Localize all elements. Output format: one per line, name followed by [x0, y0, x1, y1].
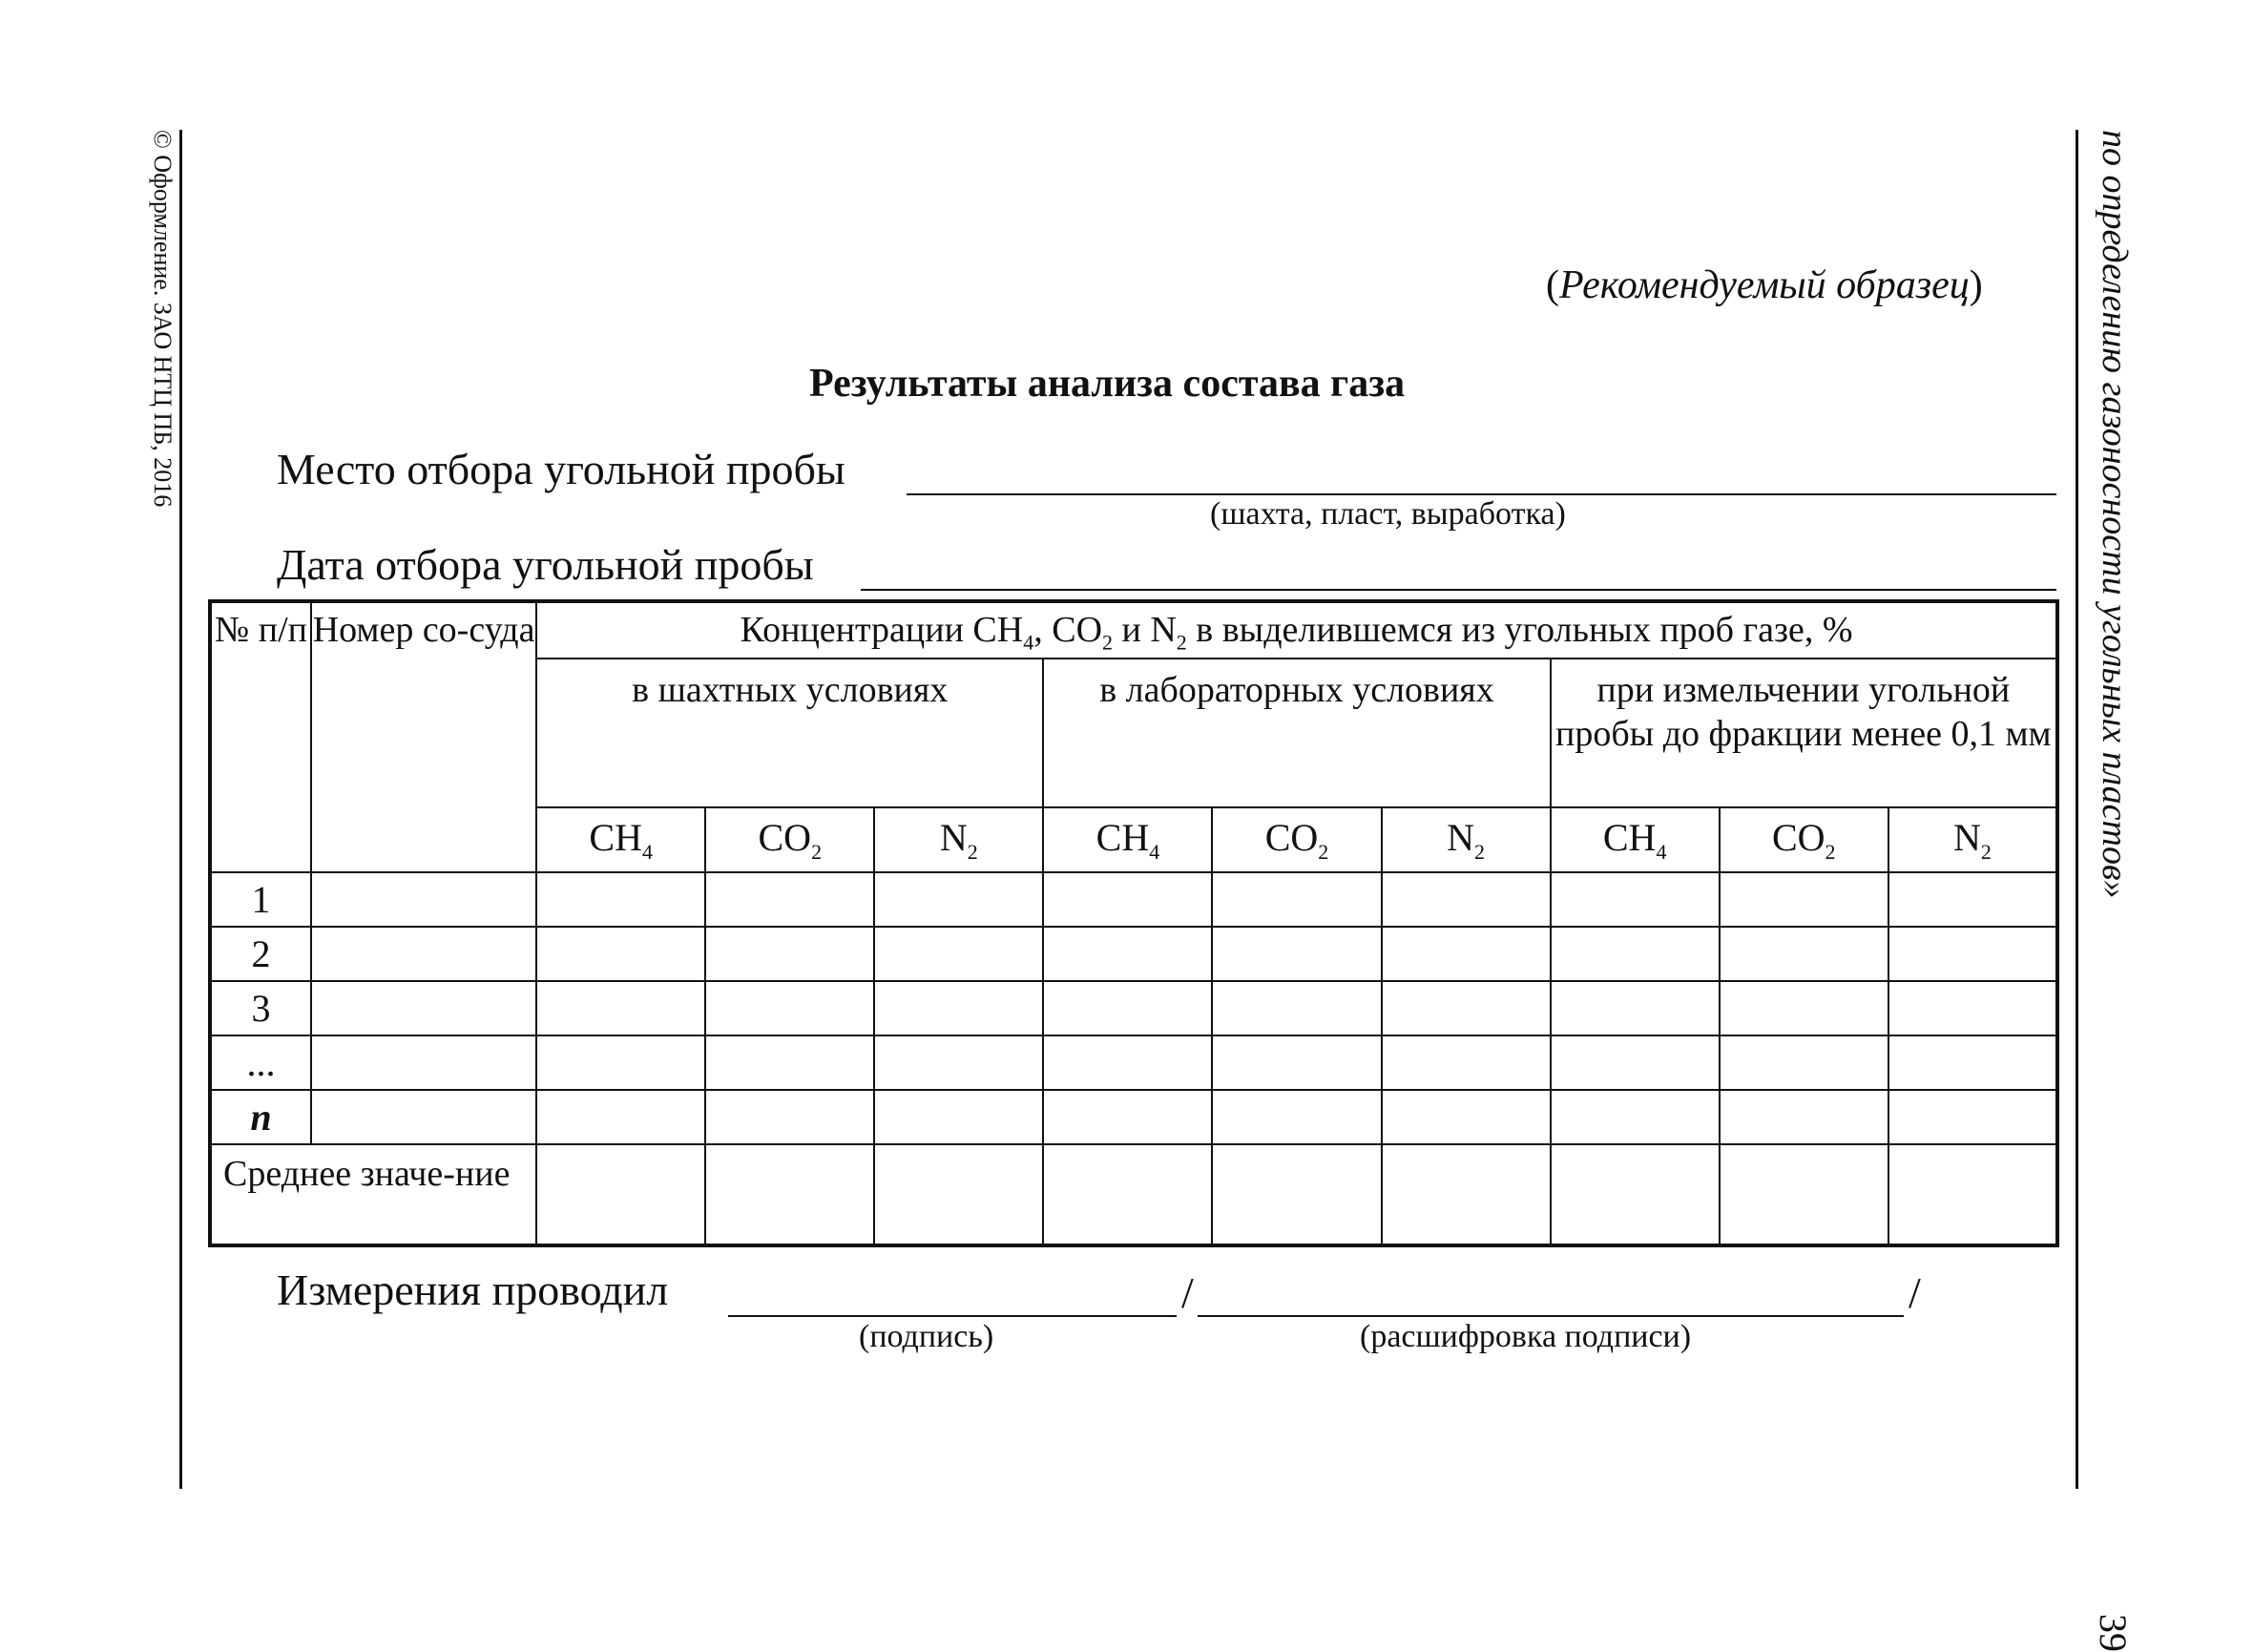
table-cell[interactable] [874, 1090, 1043, 1144]
table-cell[interactable] [1888, 1144, 2057, 1245]
group-lab-conditions: в лабораторных условиях [1043, 659, 1550, 807]
table-cell[interactable] [1212, 981, 1381, 1035]
left-margin-rule [179, 130, 182, 1489]
gas-header: $CO_2$ [705, 807, 874, 872]
table-cell[interactable] [1212, 872, 1381, 927]
table-cell[interactable] [1720, 872, 1888, 927]
table-cell[interactable] [536, 872, 705, 927]
table-cell[interactable] [311, 1090, 536, 1144]
signature-decoding-field[interactable] [1198, 1315, 1904, 1317]
left-sidebar [138, 130, 177, 588]
table-cell[interactable] [874, 1144, 1043, 1245]
table-cell[interactable] [1720, 1035, 1888, 1090]
table-row [210, 1090, 2057, 1144]
table-cell[interactable] [1043, 1035, 1212, 1090]
table-row [210, 872, 2057, 927]
table-cell[interactable] [1551, 1035, 1720, 1090]
table-cell[interactable] [311, 1035, 536, 1090]
table-cell[interactable] [536, 927, 705, 981]
row-number: ... [210, 1035, 311, 1090]
table-cell[interactable] [874, 872, 1043, 927]
table-cell[interactable] [874, 1035, 1043, 1090]
table-cell[interactable] [1382, 872, 1551, 927]
table-cell[interactable] [1382, 927, 1551, 981]
table-cell[interactable] [1212, 1090, 1381, 1144]
table-cell[interactable] [1043, 1090, 1212, 1144]
sample-place-label: Место отбора угольной пробы [277, 445, 845, 493]
gas-header: $CH_4$ [536, 807, 705, 872]
row-number: 2 [210, 927, 311, 981]
table-cell[interactable] [536, 1144, 705, 1245]
gas-header: $N_2$ [874, 807, 1043, 872]
table-cell[interactable] [1043, 1144, 1212, 1245]
row-number: 3 [210, 981, 311, 1035]
table-cell[interactable] [1888, 1090, 2057, 1144]
slash-separator: / [1181, 1268, 1194, 1317]
right-sidebar [2080, 130, 2138, 1652]
col-header-vessel: Номер со-суда [311, 601, 536, 872]
sample-place-field[interactable] [907, 493, 2056, 495]
group-crushing-conditions: при измельчении угольной пробы до фракции менее 0,1 мм [1551, 659, 2057, 807]
table-cell[interactable] [705, 981, 874, 1035]
table-cell[interactable] [1043, 981, 1212, 1035]
table-cell[interactable] [705, 927, 874, 981]
table-cell[interactable] [1888, 1035, 2057, 1090]
table-cell[interactable] [874, 927, 1043, 981]
signature-hint: (подпись) [859, 1319, 994, 1354]
row-number: n [210, 1090, 311, 1144]
table-cell[interactable] [705, 1090, 874, 1144]
sample-date-field[interactable] [861, 589, 2056, 591]
table-cell[interactable] [1551, 1090, 1720, 1144]
table-cell[interactable] [1212, 1035, 1381, 1090]
gas-header: $CO_2$ [1720, 807, 1888, 872]
table-cell[interactable] [1551, 1144, 1720, 1245]
table-cell[interactable] [1043, 927, 1212, 981]
table-cell[interactable] [536, 981, 705, 1035]
signature-field[interactable] [728, 1315, 1177, 1317]
gas-header: $CH_4$ [1043, 807, 1212, 872]
table-cell[interactable] [1720, 1090, 1888, 1144]
row-number: 1 [210, 872, 311, 927]
table-cell[interactable] [311, 981, 536, 1035]
table-cell[interactable] [1382, 981, 1551, 1035]
measured-by-label: Измерения проводил [277, 1265, 669, 1314]
col-header-number: № п/п [210, 601, 311, 872]
table-cell[interactable] [1551, 872, 1720, 927]
table-cell[interactable] [1382, 1144, 1551, 1245]
copyright-text: © Оформление. ЗАО НТЦ ПБ, 2016 [149, 130, 177, 508]
table-cell[interactable] [1888, 981, 2057, 1035]
table-row [210, 1035, 2057, 1090]
gas-header: $N_2$ [1382, 807, 1551, 872]
table-cell[interactable] [1720, 1144, 1888, 1245]
gas-header: $CO_2$ [1212, 807, 1381, 872]
average-label: Среднее значе-ние [210, 1144, 536, 1245]
table-cell[interactable] [705, 872, 874, 927]
table-cell[interactable] [1551, 981, 1720, 1035]
table-cell[interactable] [536, 1035, 705, 1090]
table-cell[interactable] [311, 872, 536, 927]
table-cell[interactable] [1888, 872, 2057, 927]
table-cell[interactable] [1551, 927, 1720, 981]
table-cell[interactable] [1720, 981, 1888, 1035]
gas-header: $N_2$ [1888, 807, 2057, 872]
slash-separator: / [1909, 1268, 1921, 1317]
page-number: 39 [2092, 1614, 2135, 1652]
table-cell[interactable] [1382, 1035, 1551, 1090]
average-row [210, 1144, 2057, 1245]
running-header: по определению газоносности угольных пластов» [2095, 130, 2135, 899]
table-cell[interactable] [705, 1144, 874, 1245]
sample-date-label: Дата отбора угольной пробы [277, 540, 814, 589]
gas-header: $CH_4$ [1551, 807, 1720, 872]
recommended-sample-note: (Рекомендуемый образец) [1546, 263, 1983, 307]
table-row [210, 981, 2057, 1035]
table-cell[interactable] [536, 1090, 705, 1144]
table-cell[interactable] [1043, 872, 1212, 927]
signature-decoding-hint: (расшифровка подписи) [1360, 1319, 1692, 1354]
table-cell[interactable] [1720, 927, 1888, 981]
table-cell[interactable] [1382, 1090, 1551, 1144]
sample-place-hint: (шахта, пласт, выработка) [1210, 496, 1566, 532]
right-margin-rule [2076, 130, 2078, 1489]
table-cell[interactable] [874, 981, 1043, 1035]
table-row [210, 927, 2057, 981]
page-title: Результаты анализа состава газа [809, 362, 1406, 406]
table-cell[interactable] [1888, 927, 2057, 981]
table-cell[interactable] [311, 927, 536, 981]
table-cell[interactable] [1212, 1144, 1381, 1245]
group-mine-conditions: в шахтных условиях [536, 659, 1043, 807]
table-cell[interactable] [1212, 927, 1381, 981]
gas-analysis-table [208, 599, 2059, 1247]
table-cell[interactable] [705, 1035, 874, 1090]
concentration-header: Концентрации $CH_4$, $CO_2$ и $N_2$ в выделившемся из угольных проб газе, % [536, 601, 2057, 659]
